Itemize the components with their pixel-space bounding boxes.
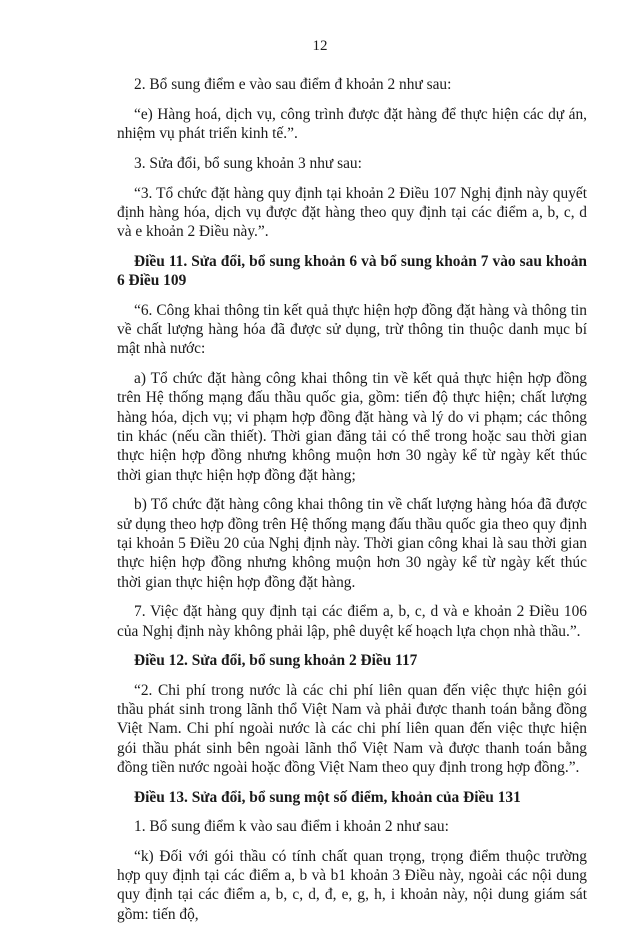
page-number: 12 [312, 38, 328, 54]
paragraph-amend-clause-3: 3. Sửa đổi, bổ sung khoản 3 như sau: [134, 154, 362, 172]
paragraph-clause-2-costs: “2. Chi phí trong nước là các chi phí liên quan đến việc thực hiện gói thầu phát sinh trong lãnh thổ Việt Nam và phải được thanh toán bằng đồng Việt Nam. Chi phí ngoài nước là các chi phí liên quan đến việc thực hiện gói thầu phát sinh bên ngoài lãnh thổ Việt Nam và được thanh toán bằng đồng tiền nước ngoài hoặc đồng Việt Nam theo quy định trong hợp đồng.”. [117, 681, 587, 776]
paragraph-clause-6-text: “6. Công khai thông tin kết quả thực hiện hợp đồng đặt hàng và thông tin về chất lượng hàng hóa đã được sử dụng, trừ thông tin thuộc danh mục bí mật nhà nước: [117, 301, 587, 358]
document-body [117, 75, 587, 934]
article-13-heading: Điều 13. Sửa đổi, bổ sung một số điểm, khoản của Điều 131 [134, 788, 521, 806]
paragraph-point-a: a) Tổ chức đặt hàng công khai thông tin về kết quả thực hiện hợp đồng trên Hệ thống mạng đấu thầu quốc gia, gồm: tiến độ thực hiện; chất lượng hàng hóa, dịch vụ; vi phạm hợp đồng đặt hàng và lý do vi phạm; các thông tin khác (nếu cần thiết). Thời gian đăng tải có thể trong hoặc sau thời gian thực hiện hợp đồng nhưng không muộn hơn 30 ngày kể từ ngày kết thúc thời gian thực hiện hợp đồng đặt hàng; [117, 370, 587, 484]
paragraph-add-point-e: 2. Bổ sung điểm e vào sau điểm đ khoản 2 như sau: [134, 76, 452, 93]
paragraph-point-k-text: “k) Đối với gói thầu có tính chất quan trọng, trọng điểm thuộc trường hợp quy định tại các điểm a, b và b1 khoản 3 Điều này, ngoài các nội dung quy định tại các điểm a, b, c, d, đ, e, g, h, i khoản này, nội dung giám sát gồm: tiến độ, [117, 847, 587, 923]
paragraph-clause-3-text: “3. Tổ chức đặt hàng quy định tại khoản 2 Điều 107 Nghị định này quyết định hàng hóa, dịch vụ được đặt hàng theo quy định tại các điểm a, b, c, d và e khoản 2 Điều này.”. [117, 184, 587, 241]
paragraph-point-e-text: “e) Hàng hoá, dịch vụ, công trình được đặt hàng để thực hiện các dự án, nhiệm vụ phát triển kinh tế.”. [117, 105, 587, 143]
article-12-heading: Điều 12. Sửa đổi, bổ sung khoản 2 Điều 117 [134, 652, 418, 670]
paragraph-point-b: b) Tổ chức đặt hàng công khai thông tin về chất lượng hàng hóa đã được sử dụng theo hợp đồng trên Hệ thống mạng đấu thầu quốc gia theo quy định tại khoản 5 Điều 20 của Nghị định này. Thời gian công khai là sau thời gian thực hiện hợp đồng nhưng không muộn hơn 30 ngày kể từ ngày kết thúc thời gian thực hiện hợp đồng đặt hàng. [117, 496, 587, 591]
paragraph-add-point-k: 1. Bổ sung điểm k vào sau điểm i khoản 2 như sau: [134, 818, 449, 835]
paragraph-clause-7-text: 7. Việc đặt hàng quy định tại các điểm a, b, c, d và e khoản 2 Điều 106 của Nghị định này không phải lập, phê duyệt kế hoạch lựa chọn nhà thầu.”. [117, 603, 587, 640]
article-11-heading: Điều 11. Sửa đổi, bổ sung khoản 6 và bổ sung khoản 7 vào sau khoản 6 Điều 109 [117, 253, 587, 290]
